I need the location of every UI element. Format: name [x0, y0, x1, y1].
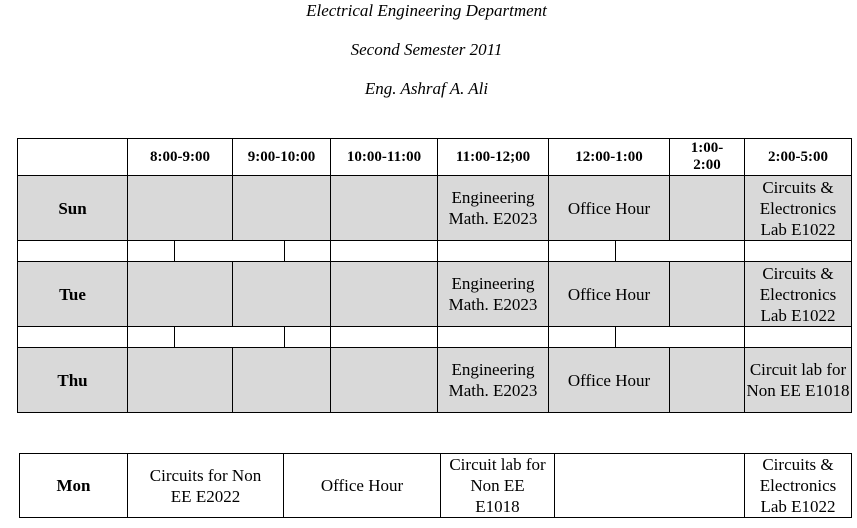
office-hour-cell: Office Hour [549, 262, 670, 327]
separator-row [18, 241, 852, 262]
day-label: Mon [20, 454, 128, 518]
time-slot-header: 8:00-9:00 [128, 139, 233, 176]
office-hour-cell: Office Hour [549, 176, 670, 241]
class-cell: Circuits & Electronics Lab E1022 [745, 176, 852, 241]
time-slot-header: 11:00-12;00 [438, 139, 549, 176]
table-row [18, 262, 852, 327]
semester-title: Second Semester 2011 [350, 40, 503, 59]
empty-slot [233, 176, 331, 241]
time-slot-header: 2:00-5:00 [745, 139, 852, 176]
corner-cell [18, 139, 128, 176]
empty-slot [670, 176, 745, 241]
empty-slot [128, 176, 233, 241]
empty-slot [128, 348, 233, 413]
class-cell: Circuits for Non EE E2022 [128, 454, 284, 518]
day-label: Thu [18, 348, 128, 413]
class-cell: Circuit lab for Non EE E1018 [745, 348, 852, 413]
empty-slot [233, 348, 331, 413]
class-cell: Engineering Math. E2023 [438, 176, 549, 241]
department-title: Electrical Engineering Department [306, 1, 547, 20]
schedule-table [17, 138, 852, 413]
empty-slot [233, 262, 331, 327]
time-header-row [18, 139, 852, 176]
time-slot-header: 9:00-10:00 [233, 139, 331, 176]
class-cell: Circuit lab for Non EE E1018 [441, 454, 555, 518]
empty-slot [670, 262, 745, 327]
time-slot-header: 12:00-1:00 [549, 139, 670, 176]
office-hour-cell: Office Hour [549, 348, 670, 413]
empty-slot [128, 262, 233, 327]
time-slot-header: 10:00-11:00 [331, 139, 438, 176]
empty-slot [555, 454, 745, 518]
day-label: Sun [18, 176, 128, 241]
empty-slot [331, 348, 438, 413]
time-slot-header: 1:00- 2:00 [670, 139, 745, 176]
class-cell: Circuits & Electronics Lab E1022 [745, 262, 852, 327]
empty-slot [331, 176, 438, 241]
table-row [20, 454, 852, 518]
empty-slot [331, 262, 438, 327]
empty-slot [670, 348, 745, 413]
office-hour-cell: Office Hour [284, 454, 441, 518]
monday-table [19, 453, 852, 518]
class-cell: Engineering Math. E2023 [438, 348, 549, 413]
separator-row [18, 327, 852, 348]
table-row [18, 176, 852, 241]
table-row [18, 348, 852, 413]
class-cell: Circuits & Electronics Lab E1022 [745, 454, 852, 518]
class-cell: Engineering Math. E2023 [438, 262, 549, 327]
day-label: Tue [18, 262, 128, 327]
instructor-name: Eng. Ashraf A. Ali [364, 79, 489, 98]
